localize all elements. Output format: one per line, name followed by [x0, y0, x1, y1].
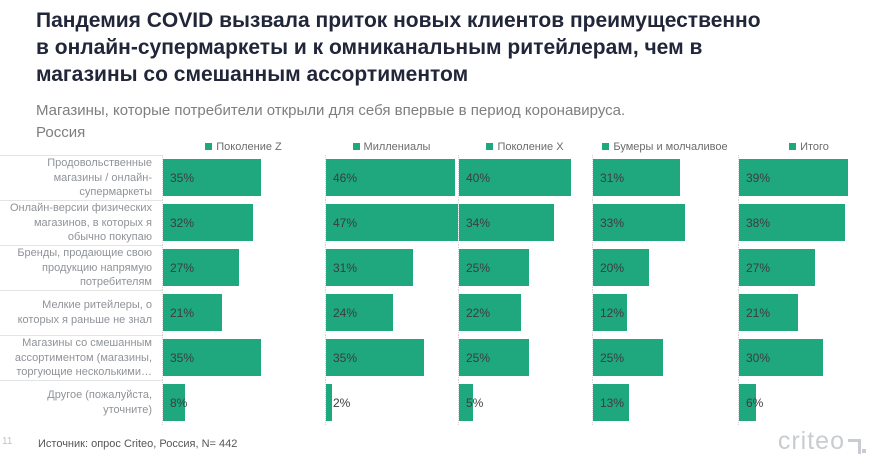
legend-marker-icon [205, 143, 212, 150]
bar-value: 2% [333, 395, 351, 410]
legend-label: Поколение X [497, 140, 564, 153]
legend-marker-icon [486, 143, 493, 150]
legend-item [325, 138, 458, 155]
legend-label: Миллениалы [363, 140, 431, 153]
bar-cell [738, 200, 880, 245]
page-title-line: Пандемия COVID вызвала приток новых клиентов преимущественно [36, 9, 761, 32]
bar-value: 27% [170, 260, 195, 275]
page-title [36, 8, 850, 89]
bar-value: 8% [170, 395, 188, 410]
bar-cell [592, 335, 738, 380]
bar-value: 30% [746, 350, 771, 365]
bar-cell [162, 290, 325, 335]
bar-value: 12% [600, 305, 625, 320]
bar-cell [738, 290, 880, 335]
bar-cell [592, 380, 738, 425]
legend-marker-icon [602, 143, 609, 150]
bar-value: 25% [466, 260, 491, 275]
bar-chart [0, 138, 880, 425]
legend-item [592, 138, 738, 155]
bar-cell [592, 245, 738, 290]
bar-cell [738, 245, 880, 290]
bar-cell [458, 245, 592, 290]
slide-header [0, 0, 880, 141]
bar-cell [738, 380, 880, 425]
bar-cell [738, 155, 880, 200]
bar-cell [325, 380, 458, 425]
bar-value: 35% [170, 170, 195, 185]
bar-value: 13% [600, 395, 625, 410]
category-label: Магазины со смешанным ассортиментом (магазины, торгующие несколькими… [0, 335, 162, 380]
legend-marker-icon [353, 143, 360, 150]
bar-cell [162, 335, 325, 380]
legend-spacer [0, 138, 162, 155]
page-title-line: в онлайн-супермаркеты и к омниканальным ритейлерам, чем в [36, 35, 703, 59]
bar-cell [325, 245, 458, 290]
bar-cell [458, 200, 592, 245]
legend-marker-icon [789, 143, 796, 150]
bar-value: 31% [333, 260, 358, 275]
category-label: Бренды, продающие свою продукцию напрямую потребителям [0, 245, 162, 290]
bar-value: 46% [333, 170, 358, 185]
bar-value: 21% [170, 305, 195, 320]
slide-footer [0, 428, 880, 454]
bar-value: 31% [600, 170, 625, 185]
bar-value: 24% [333, 305, 358, 320]
legend-item [458, 138, 592, 155]
category-label: Другое (пожалуйста, уточните) [0, 380, 162, 425]
bar-cell [458, 290, 592, 335]
bar-cell [162, 200, 325, 245]
bar-cell [458, 155, 592, 200]
region-label: Россия [36, 123, 86, 141]
bar-value: 35% [170, 350, 195, 365]
bar-cell [458, 335, 592, 380]
bar-cell [458, 380, 592, 425]
bar-value: 39% [746, 170, 771, 185]
bar-value: 5% [466, 395, 484, 410]
bar-value: 32% [170, 215, 195, 230]
bar-value: 35% [333, 350, 358, 365]
legend-label: Итого [800, 140, 829, 153]
category-label: Продовольственные магазины / онлайн-супермаркеты [0, 155, 162, 200]
legend-item [162, 138, 325, 155]
bar-cell [592, 290, 738, 335]
criteo-bracket-icon [848, 439, 861, 454]
criteo-logo [778, 429, 866, 454]
bar-cell [162, 245, 325, 290]
bar-value: 40% [466, 170, 491, 185]
bar-value: 38% [746, 215, 771, 230]
bar-value: 47% [333, 215, 358, 230]
bar-cell [592, 200, 738, 245]
bar-value: 25% [600, 350, 625, 365]
category-label: Мелкие ритейлеры, о которых я раньше не знал [0, 290, 162, 335]
bar-cell [325, 155, 458, 200]
bar-value: 22% [466, 305, 491, 320]
category-label: Онлайн-версии физических магазинов, в которых я обычно покупаю [0, 200, 162, 245]
bar-value: 20% [600, 260, 625, 275]
bar-cell [325, 335, 458, 380]
bar-value: 27% [746, 260, 771, 275]
bar-value: 33% [600, 215, 625, 230]
bar-value: 21% [746, 305, 771, 320]
page-number: 11 [2, 436, 13, 447]
source-note: Источник: опрос Criteo, Россия, N= 442 [38, 438, 238, 450]
bar-value: 34% [466, 215, 491, 230]
criteo-logo-dot-icon [862, 449, 866, 453]
bar-cell [162, 155, 325, 200]
bar-cell [738, 335, 880, 380]
bar-cell [592, 155, 738, 200]
legend-label: Поколение Z [216, 140, 282, 153]
bar-value: 25% [466, 350, 491, 365]
bar-value: 6% [746, 395, 764, 410]
page-title-line: магазины со смешанным ассортиментом [36, 62, 469, 86]
chart-subtitle: Магазины, которые потребители открыли для себя впервые в период коронавируса. [36, 101, 626, 119]
bar-cell [325, 290, 458, 335]
legend-label: Бумеры и молчаливое [613, 140, 728, 153]
bar-cell [325, 200, 458, 245]
bar [326, 384, 332, 421]
legend-item [738, 138, 880, 155]
criteo-logo-text: criteo [777, 427, 845, 455]
bar-cell [162, 380, 325, 425]
